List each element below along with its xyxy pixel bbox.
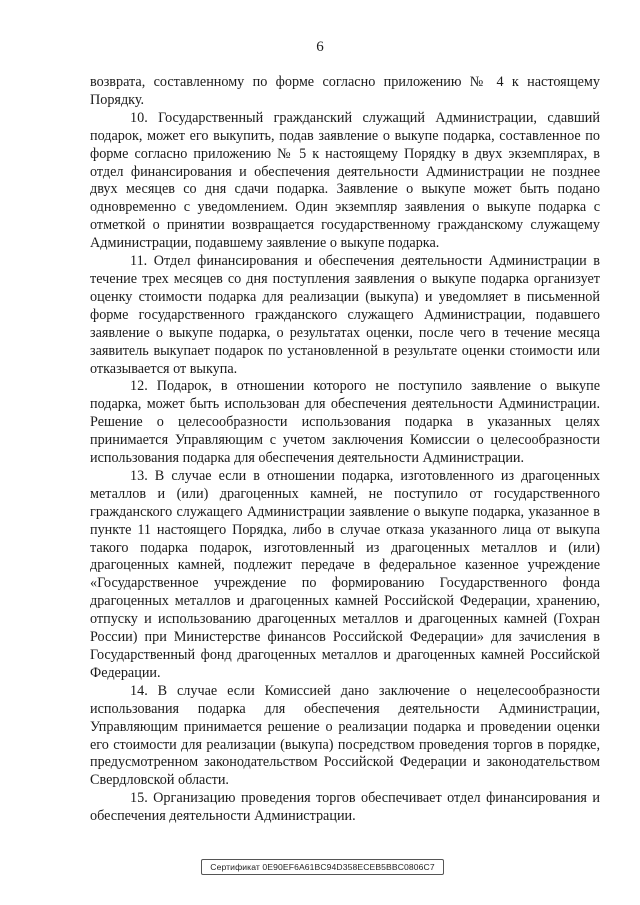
paragraph-11: 11. Отдел финансирования и обеспечения деятельности Администрации в течение трех месяцев со дня поступления заявления о выкупе подарка организует оценку стоимости подарка для реализации (выкупа) и уведомляет в письменной форме государственного гражданского служащего Администрации, подавшего заявление о выкупе подарка, о результатах оценки, после чего в течение месяца заявитель выкупает подарок по установленной в результате оценки стоимости или отказывается от выкупа.: [90, 253, 600, 377]
paragraph-13: 13. В случае если в отношении подарка, изготовленного из драгоценных металлов и (или) драгоценных камней, не поступило от государственного гражданского служащего Администрации заявление о выкупе подарка, указанное в пункте 11 настоящего Порядка, либо в случае отказа указанного лица от выкупа такого подарка подарок, изготовленный из драгоценных металлов и (или) драгоценных камней, подлежит передаче в федеральное казенное учреждение «Государственное учреждение по формированию Государственного фонда драгоценных металлов и драгоценных камней Российской Федерации, хранению, отпуску и использованию драгоценных металлов и драгоценных камней (Гохран России) при Министерстве финансов Российской Федерации» для зачисления в Государственный фонд драгоценных металлов и драгоценных камней Российской Федерации.: [90, 467, 600, 681]
certificate-stamp: Сертификат 0E90EF6A61BC94D358ECEB5BBC0806C7: [201, 859, 444, 875]
paragraph-continuation: возврата, составленному по форме согласно приложению № 4 к настоящему Порядку.: [90, 74, 600, 108]
paragraph-10: 10. Государственный гражданский служащий Администрации, сдавший подарок, может его выкупить, подав заявление о выкупе подарка, составленное по форме согласно приложению № 5 к настоящему Порядку в двух экземплярах, в отдел финансирования и обеспечения деятельности Администрации не позднее двух месяцев со дня сдачи подарка. Заявление о выкупе может быть подано одновременно с уведомлением. Один экземпляр заявления о выкупе подарка с отметкой о принятии возвращается государственному гражданскому служащему Администрации, подавшему заявление о выкупе подарка.: [90, 109, 600, 252]
paragraph-12: 12. Подарок, в отношении которого не поступило заявление о выкупе подарка, может быть использован для обеспечения деятельности Администрации. Решение о целесообразности использования подарка в указанных целях принимается Управляющим с учетом заключения Комиссии о целесообразности использования подарка для обеспечения деятельности Администрации.: [90, 378, 600, 467]
page-number: 6: [316, 39, 324, 55]
paragraph-15: 15. Организацию проведения торгов обеспечивает отдел финансирования и обеспечения деятельности Администрации.: [90, 790, 600, 825]
document-body: [90, 74, 600, 826]
paragraph-14: 14. В случае если Комиссией дано заключение о нецелесообразности использования подарка для обеспечения деятельности Администрации, Управляющим принимается решение о реализации подарка и проведении оценки его стоимости для реализации (выкупа) посредством проведения торгов в порядке, предусмотренном законодательством Российской Федерации и законодательством Свердловской области.: [90, 682, 600, 789]
